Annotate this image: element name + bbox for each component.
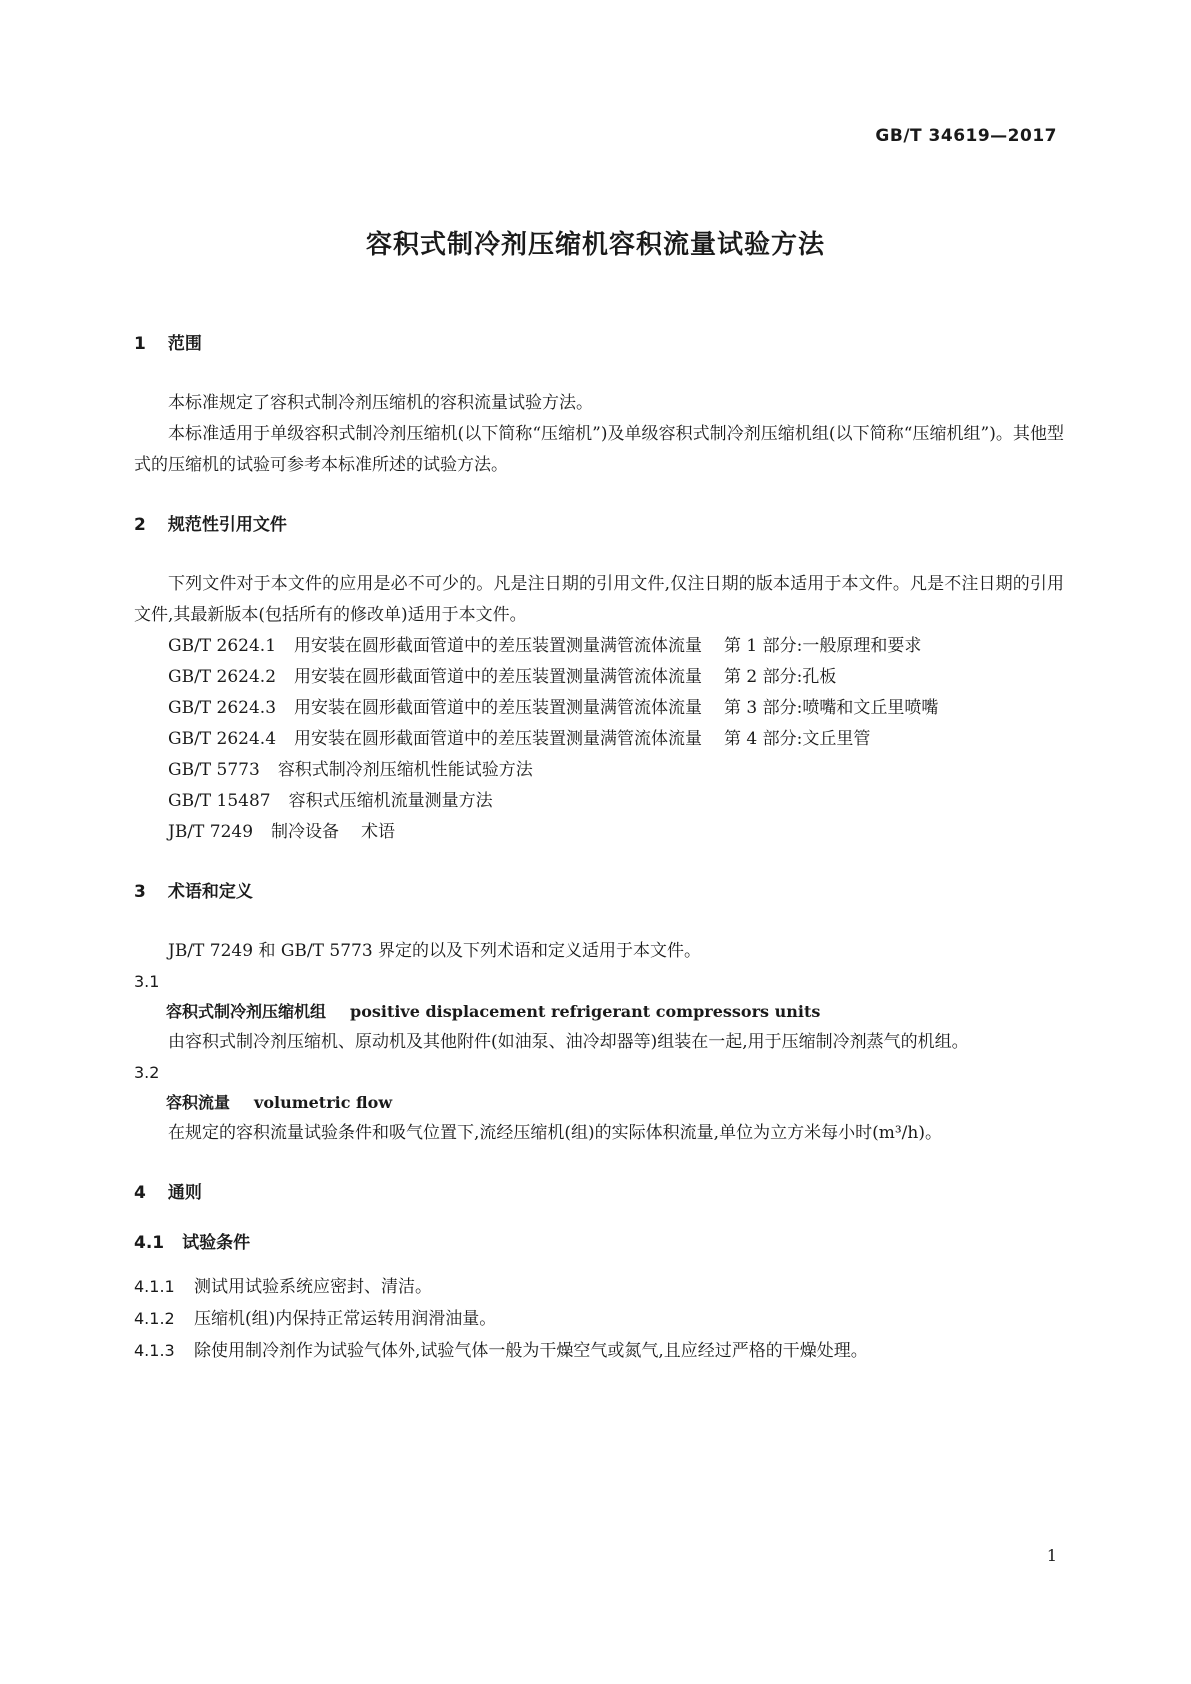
subsection-4-1-heading [134,1229,1064,1257]
term-number: 3.1 [134,972,160,991]
reference-part: 第 1 部分:一般原理和要求 [724,636,922,656]
clause [134,1335,1064,1367]
term-number: 3.2 [134,1063,160,1082]
reference-part: 第 3 部分:喷嘴和文丘里喷嘴 [724,698,939,718]
reference-title: 用安装在圆形截面管道中的差压装置测量满管流体流量 [294,636,703,656]
reference-item [134,631,1064,662]
reference-item [134,662,1064,693]
reference-code: JB/T 7249 [168,822,254,842]
section-title: 通则 [167,1183,202,1203]
clause [134,1271,1064,1303]
section-title: 术语和定义 [167,882,253,902]
reference-item [134,693,1064,724]
term-definition: 由容积式制冷剂压缩机、原动机及其他附件(如油泵、油冷却器等)组装在一起,用于压缩制冷剂蒸气的机组。 [168,1032,969,1052]
reference-part: 第 2 部分:孔板 [724,667,837,687]
reference-title: 用安装在圆形截面管道中的差压装置测量满管流体流量 [294,698,703,718]
paragraph: JB/T 7249 和 GB/T 5773 界定的以及下列术语和定义适用于本文件。 [168,941,702,961]
section-number: 1 [134,334,146,354]
standard-code: GB/T 34619—2017 [875,126,1057,146]
reference-title: 容积式制冷剂压缩机性能试验方法 [277,760,533,780]
reference-title: 用安装在圆形截面管道中的差压装置测量满管流体流量 [294,667,703,687]
section-4-heading [134,1179,1064,1207]
term-name-en: volumetric flow [254,1093,393,1112]
section-title: 规范性引用文件 [167,515,287,535]
term-name [134,1088,1064,1118]
section-number: 4 [134,1183,146,1203]
subsection-title: 试验条件 [182,1233,251,1253]
reference-item [134,817,1064,848]
reference-title: 容积式压缩机流量测量方法 [288,791,493,811]
section-3-heading [134,878,1064,906]
subsection-number: 4.1 [134,1233,165,1253]
page-number: 1 [1046,1546,1057,1565]
clause-text: 测试用试验系统应密封、清洁。 [194,1277,432,1297]
document-body [134,330,1064,1367]
paragraph: 下列文件对于本文件的应用是必不可少的。凡是注日期的引用文件,仅注日期的版本适用于本文件。凡是不注日期的引用文件,其最新版本(包括所有的修改单)适用于本文件。 [134,574,1064,625]
document-title: 容积式制冷剂压缩机容积流量试验方法 [365,230,825,260]
clause-number: 4.1.3 [134,1341,175,1360]
reference-part: 术语 [361,822,396,842]
term-name-en: positive displacement refrigerant compressors units [350,1002,821,1021]
section-number: 3 [134,882,146,902]
reference-item [134,724,1064,755]
reference-title: 制冷设备 [271,822,340,842]
section-1-heading [134,330,1064,358]
clause-number: 4.1.1 [134,1277,175,1296]
term-name-cn: 容积式制冷剂压缩机组 [166,1002,327,1021]
clause-number: 4.1.2 [134,1309,175,1328]
reference-part: 第 4 部分:文丘里管 [724,729,871,749]
term-name [134,997,1064,1027]
reference-code: GB/T 2624.3 [168,698,277,718]
clause-text: 除使用制冷剂作为试验气体外,试验气体一般为干燥空气或氮气,且应经过严格的干燥处理。 [194,1341,868,1361]
term-definition: 在规定的容积流量试验条件和吸气位置下,流经压缩机(组)的实际体积流量,单位为立方米每小时(m³/h)。 [168,1123,942,1143]
paragraph: 本标准适用于单级容积式制冷剂压缩机(以下简称“压缩机”)及单级容积式制冷剂压缩机组(以下简称“压缩机组”)。其他型式的压缩机的试验可参考本标准所述的试验方法。 [134,424,1064,475]
reference-code: GB/T 2624.4 [168,729,277,749]
reference-item [134,755,1064,786]
clause-text: 压缩机(组)内保持正常运转用润滑油量。 [194,1309,497,1329]
section-2-heading [134,511,1064,539]
term-name-cn: 容积流量 [166,1093,231,1112]
paragraph: 本标准规定了容积式制冷剂压缩机的容积流量试验方法。 [168,393,593,413]
reference-code: GB/T 5773 [168,760,260,780]
reference-code: GB/T 15487 [168,791,271,811]
section-number: 2 [134,515,146,535]
reference-item [134,786,1064,817]
reference-code: GB/T 2624.1 [168,636,277,656]
reference-title: 用安装在圆形截面管道中的差压装置测量满管流体流量 [294,729,703,749]
section-title: 范围 [167,334,202,354]
clause [134,1303,1064,1335]
reference-code: GB/T 2624.2 [168,667,277,687]
